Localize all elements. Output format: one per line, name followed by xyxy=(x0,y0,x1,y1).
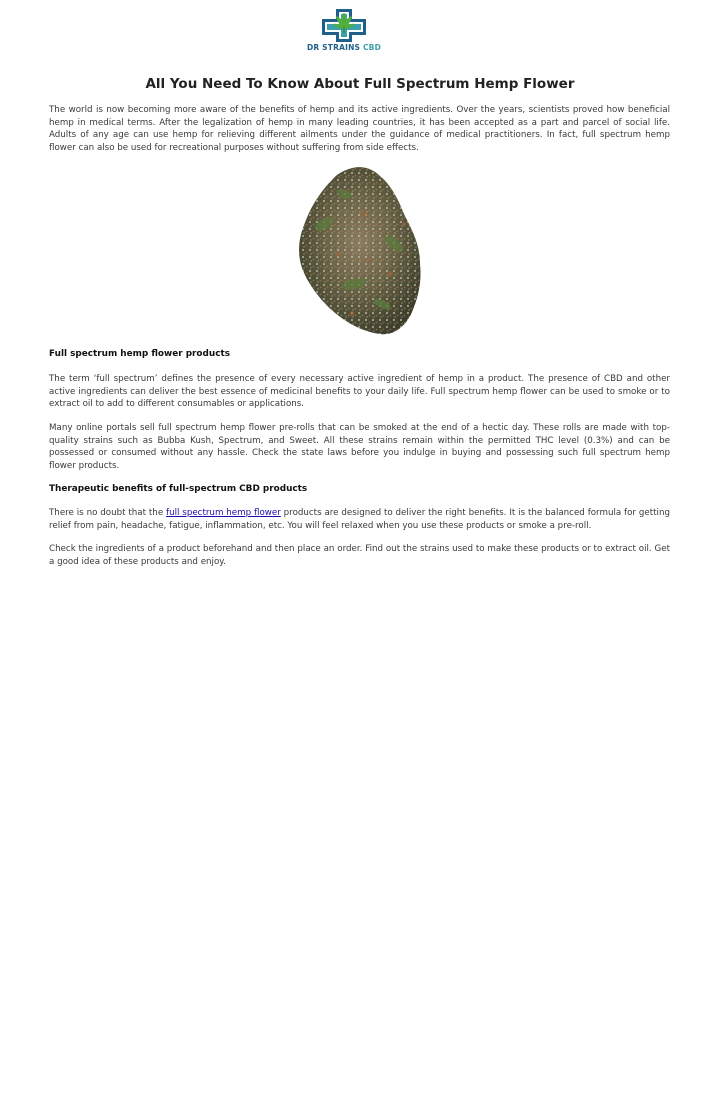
cross-leaf-logo-icon xyxy=(321,8,367,42)
logo-text-primary: DR STRAINS xyxy=(306,43,361,52)
section-benefits-paragraph-1 xyxy=(49,507,670,532)
section-heading-benefits: Therapeutic benefits of full-spectrum CBD products xyxy=(49,484,308,494)
section-heading-products: Full spectrum hemp flower products xyxy=(49,349,230,359)
intro-paragraph: The world is now becoming more aware of the benefits of hemp and its active ingredients. Over the years, scientists proved how beneficial hemp in medical terms. After the legalization of hemp in many leading countries, it has been accepted as a part and parcel of social life. Adults of any age can use hemp for relieving different ailments under the guidance of medical practitioners. In fact, full spectrum hemp flower can also be used for recreational purposes without suffering from side effects. xyxy=(49,105,670,153)
article-title: All You Need To Know About Full Spectrum Hemp Flower xyxy=(145,76,575,92)
brand-logo[interactable] xyxy=(298,8,390,54)
benefits-text-before-link: There is no doubt that the xyxy=(49,508,167,518)
logo-text-secondary: CBD xyxy=(362,43,382,52)
section-products-paragraph-1: The term ‘full spectrum’ defines the presence of every necessary active ingredient of hemp in a product. The presence of CBD and other active ingredients can deliver the best essence of medicinal benefits to your daily life. Full spectrum hemp flower can be used to smoke or to extract oil to add to different consumables or applications. xyxy=(49,374,670,410)
section-products-paragraph-2: Many online portals sell full spectrum hemp flower pre-rolls that can be smoked at the end of a hectic day. These rolls are made with top-quality strains such as Bubba Kush, Spectrum, and Sweet. All these strains remain within the permitted THC level (0.3%) and can be possessed or consumed without any hassle. Check the state laws before you indulge in buying and possessing such full spectrum hemp flower products. xyxy=(49,423,670,471)
full-spectrum-hemp-flower-link[interactable]: full spectrum hemp flower xyxy=(166,508,281,518)
section-benefits-paragraph-2: Check the ingredients of a product beforehand and then place an order. Find out the strains used to make these products or to extract oil. Get a good idea of these products and enjoy. xyxy=(49,544,670,567)
hemp-flower-bud-image xyxy=(294,164,426,338)
benefits-text-after-link: products are designed to deliver the right benefits. It is the balanced formula for getting relief from pain, headache, fatigue, inflammation, etc. You will feel relaxed when you use these products or smoke a pre-roll. xyxy=(49,508,670,531)
